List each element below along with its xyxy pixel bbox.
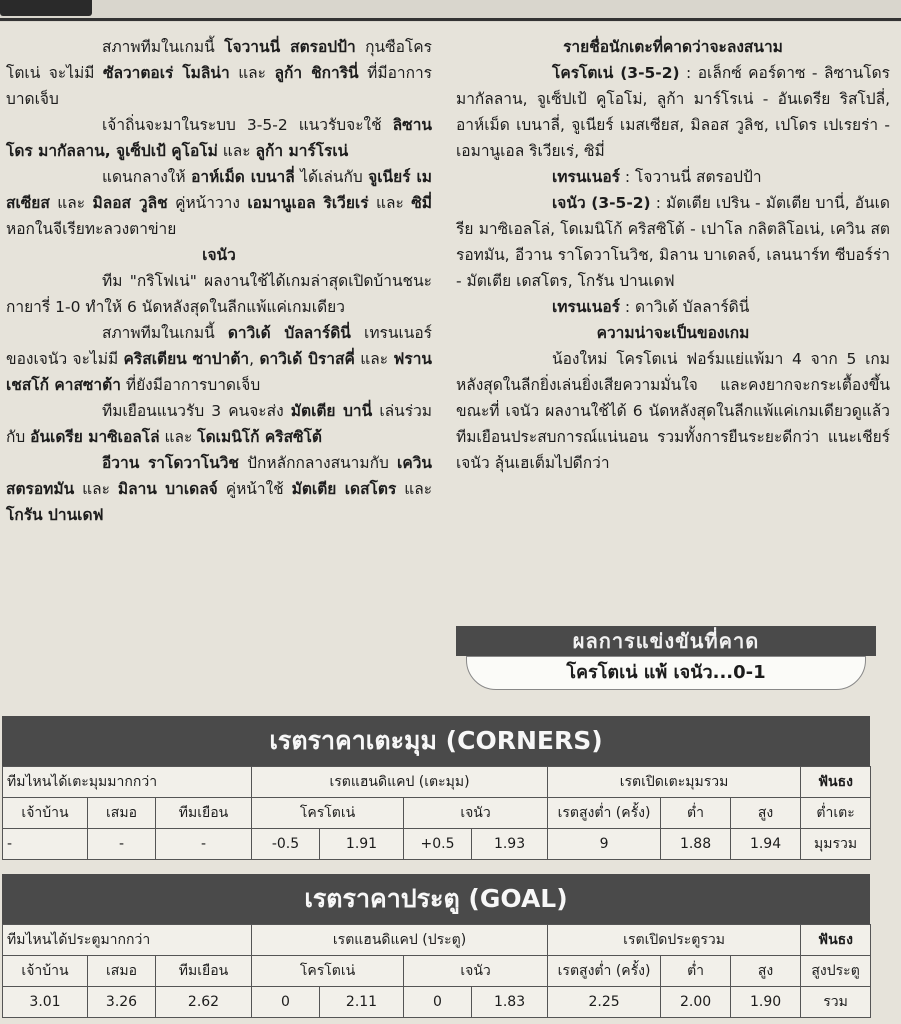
goals-team2-header: เจนัว bbox=[404, 956, 548, 987]
corners-draw-value: - bbox=[88, 829, 156, 860]
score-prediction-value: โครโตเน่ แพ้ เจนัว...0-1 bbox=[466, 656, 866, 690]
corners-home-value: - bbox=[3, 829, 88, 860]
corners-hc1-value: -0.5 bbox=[252, 829, 320, 860]
header-rule bbox=[0, 18, 901, 21]
goals-hc1-value: 0 bbox=[252, 987, 320, 1018]
goals-tip-line1: สูงประตู bbox=[801, 956, 871, 987]
corners-away-value: - bbox=[156, 829, 252, 860]
crotone-defence-paragraph: เจ้าถิ่นจะมาในระบบ 3-5-2 แนวรับจะใช้ ลิซานโดร มากัลลาน, จูเซ็ปเป้ คูโอโม่ และ ลูก้า มาร์โรเน่ bbox=[6, 116, 432, 160]
goals-line-header: เรตสูงต่ำ (ครั้ง) bbox=[548, 956, 661, 987]
goals-odds-table bbox=[2, 874, 870, 1018]
genoa-lineup: เจนัว (3-5-2) : มัตเตีย เปริน - มัตเตีย บานี่, อันเดรีย มาซิเอลโล่, โดเมนิโก้ คริสซิโต้ - เปาโล กลิตลิโอเน่, เควิน สตรอทมัน, อีวาน ราโดวาโนวิช, มิลาน บาเดลจ์, เลนนาร์ท ซีบอร์ร่า - มัตเตีย เดสโตร, โกรัน ปานเดฟ bbox=[456, 194, 890, 290]
corners-low-value: 1.88 bbox=[661, 829, 731, 860]
goals-away-header: ทีมเยือน bbox=[156, 956, 252, 987]
crotone-lineup: โครโตเน่ (3-5-2) : อเล็กซ์ คอร์ดาซ - ลิซานโดร มากัลลาน, จูเซ็ปเป้ คูโอโม่, ลูก้า มาร์โรเน่ - อันเดรีย ริสโปลี่, อาห์เม็ด เบนาลี่, จูเนียร์ เมสเซียส, มิลอส วูลิช, เปโดร เปเรยร่า - เอมานูเอล ริเวียเร่, ซิมี่ bbox=[456, 64, 890, 160]
goals-which-header: ทีมไหนได้ประตูมากกว่า bbox=[3, 925, 252, 956]
goals-title: เรตราคาประตู (GOAL) bbox=[2, 874, 870, 924]
lineups-heading: รายชื่อนักเตะที่คาดว่าจะลงสนาม bbox=[563, 38, 783, 56]
goals-hc2-value: 0 bbox=[404, 987, 472, 1018]
right-column bbox=[456, 34, 890, 476]
probability-paragraph: น้องใหม่ โครโตเน่ ฟอร์มแย่แพ้มา 4 จาก 5 เกมหลังสุดในลีกยิ่งเล่นยิ่งเสียความมั่นใจ และคงยากจะกระเตื้องขึ้น ขณะที่ เจนัว ผลงานใช้ได้ 6 นัดหลังสุดในลีกแพ้แค่เกมเดียวดูแล้วทีมเยือนประสบการณ์แน่นอน รวมทั้งการยืนระยะดีกว่า แนะเชียร์ เจนัว ลุ้นเฮเต็มไปดีกว่า bbox=[456, 350, 890, 472]
genoa-defence-paragraph: ทีมเยือนแนวรับ 3 คนจะส่ง มัตเตีย บานี่ เล่นร่วมกับ อันเดรีย มาซิเอลโล่ และ โดเมนิโก้ คริสซิโต้ bbox=[6, 402, 432, 446]
corners-handicap-header: เรตแฮนดิแคป (เตะมุม) bbox=[252, 767, 548, 798]
goals-line-value: 2.25 bbox=[548, 987, 661, 1018]
goals-away-value: 2.62 bbox=[156, 987, 252, 1018]
goals-draw-value: 3.26 bbox=[88, 987, 156, 1018]
goals-tip-line2: รวม bbox=[801, 987, 871, 1018]
goals-draw-header: เสมอ bbox=[88, 956, 156, 987]
goals-low-header: ต่ำ bbox=[661, 956, 731, 987]
corners-team1-header: โครโตเน่ bbox=[252, 798, 404, 829]
genoa-midfield-paragraph: อีวาน ราโดวาโนวิช ปักหลักกลางสนามกับ เควิน สตรอทมัน และ มิลาน บาเดลจ์ คู่หน้าใช้ มัตเตีย เดสโตร และ โกรัน ปานเดฟ bbox=[6, 454, 433, 524]
corners-line-value: 9 bbox=[548, 829, 661, 860]
section-logo bbox=[0, 0, 92, 16]
corners-line-header: เรตสูงต่ำ (ครั้ง) bbox=[548, 798, 661, 829]
goals-odds1-value: 2.11 bbox=[320, 987, 404, 1018]
left-column bbox=[6, 34, 432, 528]
corners-high-value: 1.94 bbox=[731, 829, 801, 860]
corners-odds2-value: 1.93 bbox=[472, 829, 548, 860]
corners-odds1-value: 1.91 bbox=[320, 829, 404, 860]
genoa-coach: เทรนเนอร์ : ดาวิเด้ บัลลาร์ดินี่ bbox=[552, 298, 750, 316]
corners-title: เรตราคาเตะมุม (CORNERS) bbox=[2, 716, 870, 766]
corners-draw-header: เสมอ bbox=[88, 798, 156, 829]
corners-total-header: เรตเปิดเตะมุมรวม bbox=[548, 767, 801, 798]
goals-odds2-value: 1.83 bbox=[472, 987, 548, 1018]
goals-high-header: สูง bbox=[731, 956, 801, 987]
genoa-form-paragraph: ทีม "กริโฟเน่" ผลงานใช้ได้เกมล่าสุดเปิดบ้านชนะกายารี่ 1-0 ทำให้ 6 นัดหลังสุดในลีกแพ้แค่เกมเดียว bbox=[6, 272, 432, 316]
goals-low-value: 2.00 bbox=[661, 987, 731, 1018]
goals-grid bbox=[2, 924, 871, 1018]
corners-away-header: ทีมเยือน bbox=[156, 798, 252, 829]
score-prediction-title: ผลการแข่งขันที่คาด bbox=[456, 626, 876, 656]
corners-grid bbox=[2, 766, 871, 860]
crotone-coach: เทรนเนอร์ : โจวานนี่ สตรอปป้า bbox=[552, 168, 762, 186]
goals-handicap-header: เรตแฮนดิแคป (ประตู) bbox=[252, 925, 548, 956]
crotone-status-paragraph: สภาพทีมในเกมนี้ โจวานนี่ สตรอปป้า กุนซือโครโตเน่ จะไม่มี ซัลวาตอเร่ โมลิน่า และ ลูก้า ชิการินี่ ที่มีอาการบาดเจ็บ bbox=[6, 38, 432, 108]
corners-which-header: ทีมไหนได้เตะมุมมากกว่า bbox=[3, 767, 252, 798]
goals-tip-header: ฟันธง bbox=[801, 925, 871, 956]
corners-tip-line1: ต่ำเตะ bbox=[801, 798, 871, 829]
goals-home-header: เจ้าบ้าน bbox=[3, 956, 88, 987]
genoa-status-paragraph: สภาพทีมในเกมนี้ ดาวิเด้ บัลลาร์ดินี่ เทรนเนอร์ของเจนัว จะไม่มี คริสเตียน ซาปาต้า, ดาวิเด้ บิราสคี่ และ ฟรานเชสโก้ คาสซาต้า ที่ยังมีอาการบาดเจ็บ bbox=[6, 324, 432, 394]
corners-hc2-value: +0.5 bbox=[404, 829, 472, 860]
corners-odds-table bbox=[2, 716, 870, 860]
corners-team2-header: เจนัว bbox=[404, 798, 548, 829]
genoa-heading: เจนัว bbox=[202, 246, 236, 264]
score-prediction-box bbox=[456, 626, 876, 690]
masthead-strip bbox=[0, 0, 901, 22]
corners-home-header: เจ้าบ้าน bbox=[3, 798, 88, 829]
crotone-midfield-paragraph: แดนกลางให้ อาห์เม็ด เบนาลี่ ได้เล่นกับ จูเนียร์ เมสเซียส และ มิลอส วูลิช คู่หน้าวาง เอมานูเอล ริเวียเร่ และ ซิมี่ หอกในจีเรียทะลวงตาข่าย bbox=[6, 168, 432, 238]
goals-home-value: 3.01 bbox=[3, 987, 88, 1018]
goals-team1-header: โครโตเน่ bbox=[252, 956, 404, 987]
goals-high-value: 1.90 bbox=[731, 987, 801, 1018]
corners-tip-line2: มุมรวม bbox=[801, 829, 871, 860]
probability-heading: ความน่าจะเป็นของเกม bbox=[596, 324, 750, 342]
corners-high-header: สูง bbox=[731, 798, 801, 829]
goals-total-header: เรตเปิดประตูรวม bbox=[548, 925, 801, 956]
corners-tip-header: ฟันธง bbox=[801, 767, 871, 798]
corners-low-header: ต่ำ bbox=[661, 798, 731, 829]
